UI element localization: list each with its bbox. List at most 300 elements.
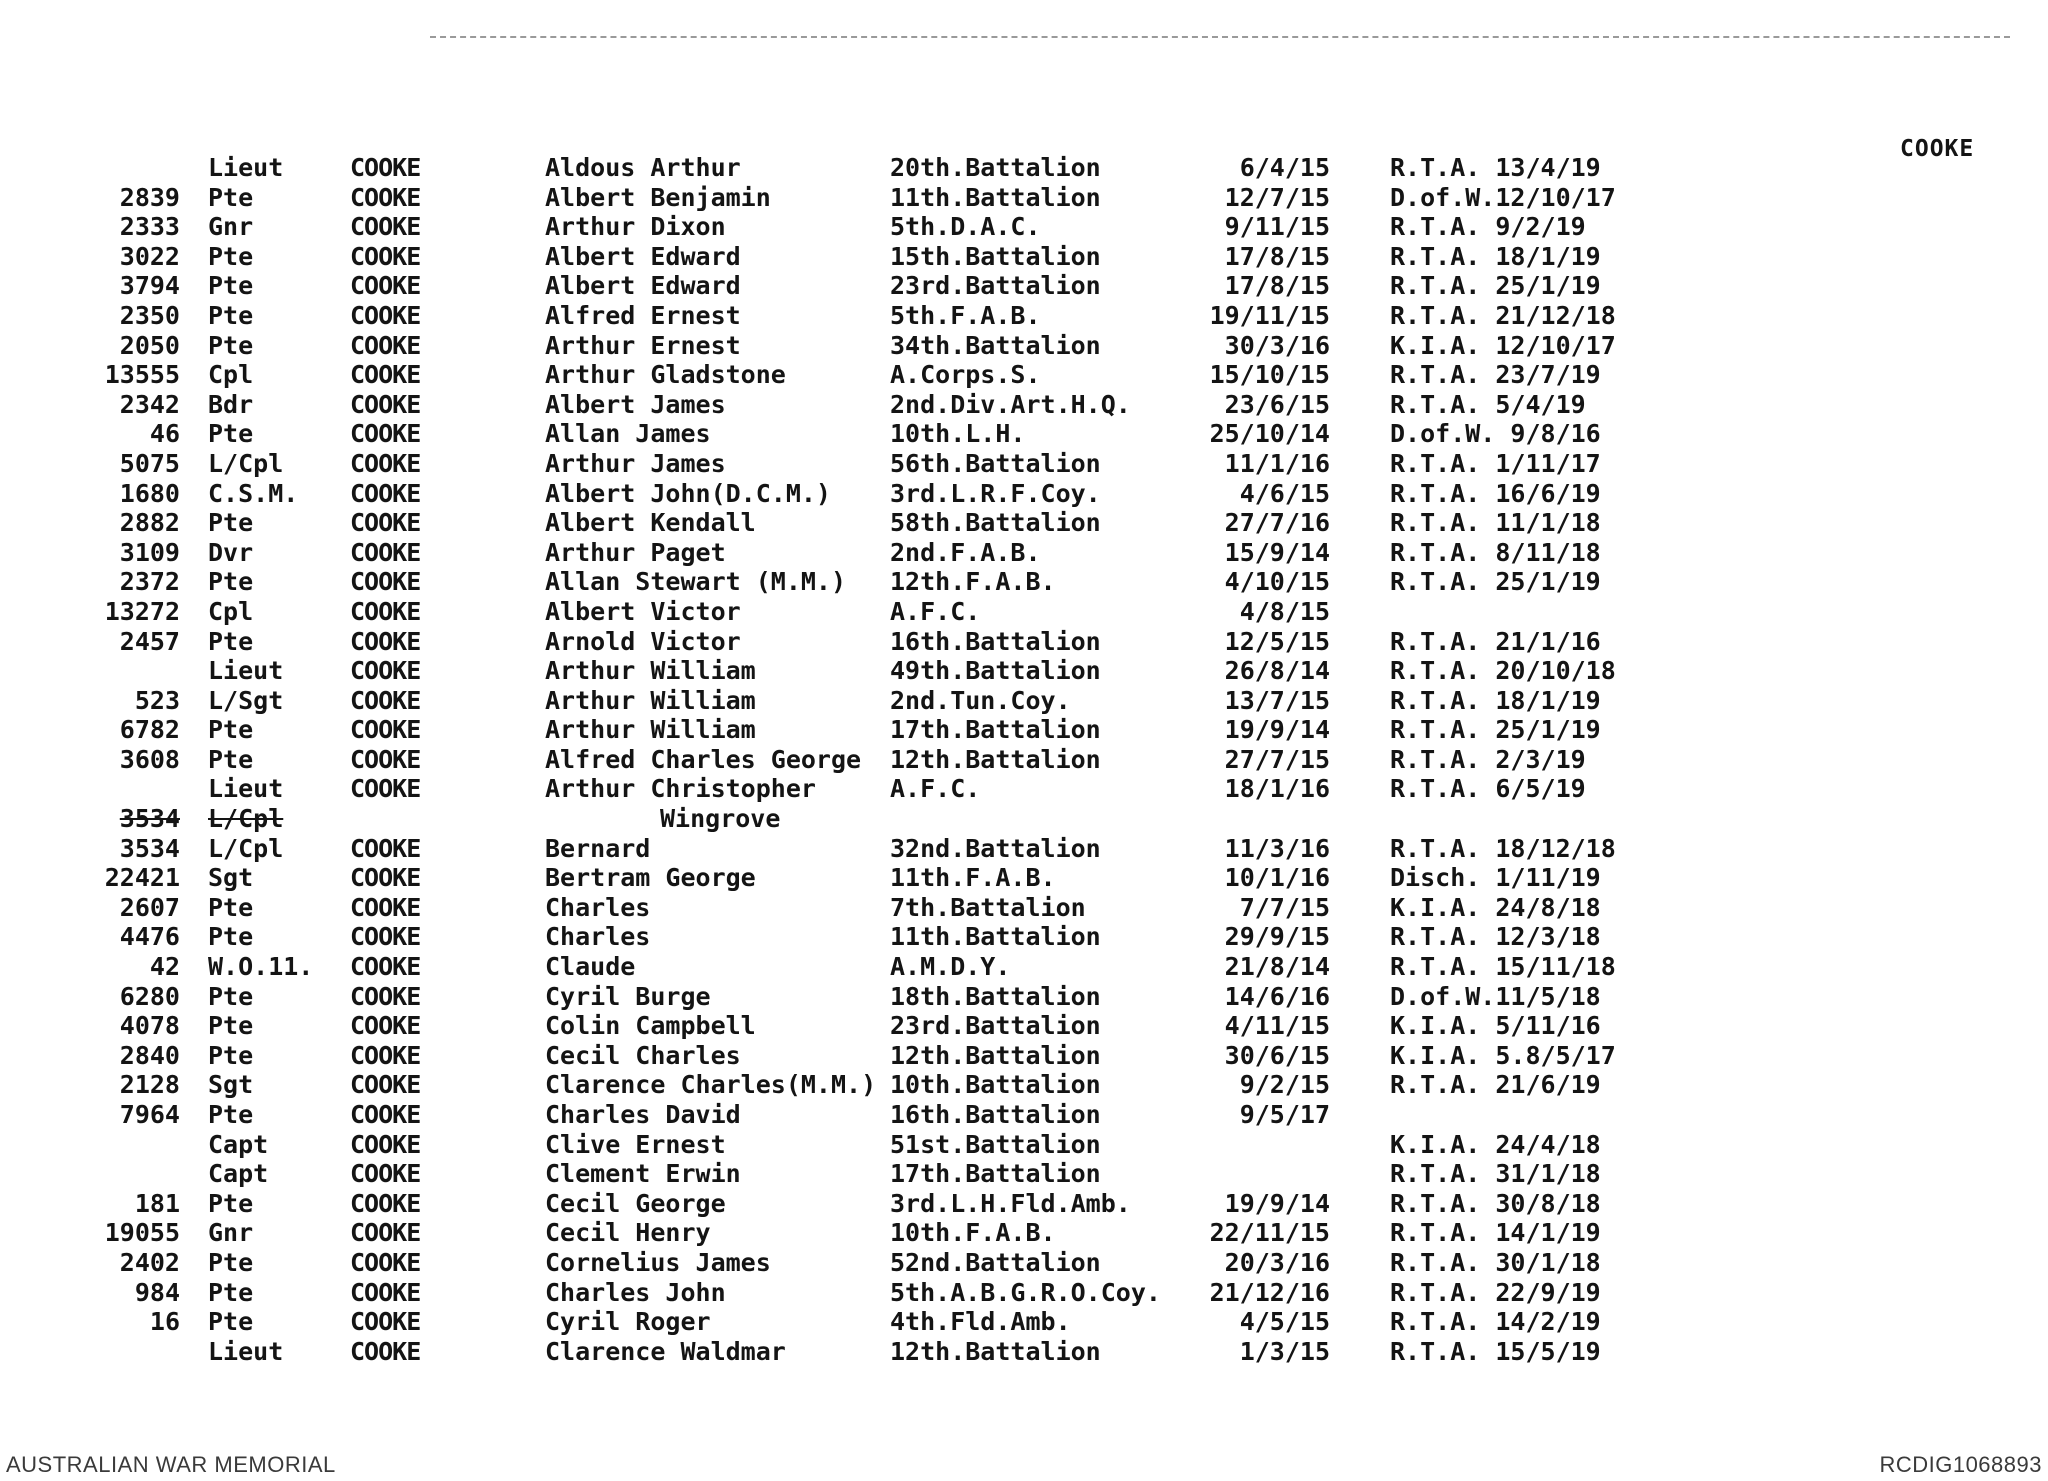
record-unit: 10th.F.A.B. xyxy=(890,1218,1056,1248)
record-service-number: 2402 xyxy=(119,1247,180,1277)
record-enlistment-date: 12/7/15 xyxy=(1224,182,1330,212)
record-fate: R.T.A. 18/1/19 xyxy=(1390,685,1601,715)
record-fate: K.I.A. 5/11/16 xyxy=(1390,1011,1601,1041)
record-rank: Pte xyxy=(208,744,254,774)
record-unit: 11th.F.A.B. xyxy=(890,863,1056,893)
record-service-number: 3109 xyxy=(119,537,180,567)
record-surname: COOKE xyxy=(350,1277,421,1307)
record-surname: COOKE xyxy=(350,241,421,271)
record-service-number: 523 xyxy=(134,685,180,715)
record-given-names: Clarence Charles(M.M.) xyxy=(545,1070,877,1100)
record-enlistment-date: 19/9/14 xyxy=(1224,715,1330,745)
record-given-names: Aldous Arthur xyxy=(545,153,741,182)
record-rank: Pte xyxy=(208,1247,254,1277)
record-enlistment-date: 18/1/16 xyxy=(1224,774,1330,804)
record-fate: R.T.A. 8/11/18 xyxy=(1390,537,1601,567)
record-fate: R.T.A. 11/1/18 xyxy=(1390,508,1601,538)
record-enlistment-date: 27/7/15 xyxy=(1224,744,1330,774)
record-enlistment-date: 11/3/16 xyxy=(1224,833,1330,863)
record-fate: R.T.A. 14/2/19 xyxy=(1390,1307,1601,1337)
record-fate: R.T.A. 31/1/18 xyxy=(1390,1159,1601,1189)
record-rank: W.O.11. xyxy=(208,952,314,982)
record-fate: R.T.A. 6/5/19 xyxy=(1390,774,1586,804)
record-surname: COOKE xyxy=(350,271,421,301)
record-row xyxy=(0,922,2048,952)
record-surname: COOKE xyxy=(350,1188,421,1218)
record-given-names: Wingrove xyxy=(660,804,781,834)
record-surname: COOKE xyxy=(350,685,421,715)
record-rank: Capt xyxy=(208,1129,269,1159)
record-row xyxy=(0,419,2048,449)
record-given-names: Albert John(D.C.M.) xyxy=(545,478,831,508)
record-service-number: 984 xyxy=(134,1277,180,1307)
record-unit: 56th.Battalion xyxy=(890,448,1101,478)
record-enlistment-date: 12/5/15 xyxy=(1224,626,1330,656)
record-service-number: 3534 xyxy=(119,833,180,863)
record-unit: 52nd.Battalion xyxy=(890,1247,1101,1277)
record-fate: R.T.A. 21/1/16 xyxy=(1390,626,1601,656)
record-fate: R.T.A. 25/1/19 xyxy=(1390,567,1601,597)
record-service-number: 2372 xyxy=(119,567,180,597)
record-given-names: Albert Edward xyxy=(545,241,741,271)
record-given-names: Albert Benjamin xyxy=(545,182,771,212)
record-row xyxy=(0,982,2048,1012)
record-service-number: 2350 xyxy=(119,300,180,330)
record-row xyxy=(0,1218,2048,1248)
record-surname: COOKE xyxy=(350,952,421,982)
record-rank: Pte xyxy=(208,1100,254,1129)
record-surname: COOKE xyxy=(350,863,421,893)
record-rank: Pte xyxy=(208,981,254,1011)
record-given-names: Bernard xyxy=(545,833,651,863)
record-row xyxy=(0,212,2048,242)
record-surname: COOKE xyxy=(350,715,421,745)
record-enlistment-date: 7/7/15 xyxy=(1239,892,1330,922)
record-service-number: 2839 xyxy=(119,182,180,212)
record-rank: Pte xyxy=(208,330,254,360)
record-fate: K.I.A. 24/8/18 xyxy=(1390,892,1601,922)
record-surname: COOKE xyxy=(350,212,421,242)
record-rank: Pte xyxy=(208,419,254,449)
record-row xyxy=(0,538,2048,568)
record-service-number: 6280 xyxy=(119,981,180,1011)
record-row xyxy=(0,508,2048,538)
record-unit: 17th.Battalion xyxy=(890,715,1101,745)
record-surname: COOKE xyxy=(350,300,421,330)
record-enlistment-date: 9/11/15 xyxy=(1224,212,1330,242)
record-row xyxy=(0,686,2048,716)
record-rank: Pte xyxy=(208,626,254,656)
record-surname: COOKE xyxy=(350,153,421,182)
record-service-number: 46 xyxy=(149,419,180,449)
record-fate: R.T.A. 2/3/19 xyxy=(1390,744,1586,774)
record-given-names: Alfred Ernest xyxy=(545,300,741,330)
record-surname: COOKE xyxy=(350,567,421,597)
record-rank: L/Cpl xyxy=(208,804,284,834)
top-dashed-rule xyxy=(430,36,2010,38)
record-service-number: 4078 xyxy=(119,1011,180,1041)
record-enlistment-date: 17/8/15 xyxy=(1224,271,1330,301)
record-fate: R.T.A. 9/2/19 xyxy=(1390,212,1586,242)
record-service-number: 13555 xyxy=(104,360,180,390)
record-surname: COOKE xyxy=(350,1040,421,1070)
record-rank: Pte xyxy=(208,1188,254,1218)
record-fate: K.I.A. 24/4/18 xyxy=(1390,1129,1601,1159)
record-unit: 4th.Fld.Amb. xyxy=(890,1307,1071,1337)
record-given-names: Charles xyxy=(545,892,651,922)
record-rank: L/Sgt xyxy=(208,685,284,715)
record-row xyxy=(0,567,2048,597)
record-given-names: Clive Ernest xyxy=(545,1129,726,1159)
record-surname: COOKE xyxy=(350,626,421,656)
record-row xyxy=(0,834,2048,864)
record-row xyxy=(0,804,2048,834)
record-rank: Pte xyxy=(208,1040,254,1070)
record-given-names: Cyril Roger xyxy=(545,1307,711,1337)
record-unit: 58th.Battalion xyxy=(890,508,1101,538)
record-rank: L/Cpl xyxy=(208,833,284,863)
record-rank: Gnr xyxy=(208,1218,254,1248)
record-surname: COOKE xyxy=(350,330,421,360)
record-fate: R.T.A. 30/8/18 xyxy=(1390,1188,1601,1218)
record-given-names: Allan Stewart (M.M.) xyxy=(545,567,847,597)
record-rank: Dvr xyxy=(208,537,254,567)
record-given-names: Clement Erwin xyxy=(545,1159,741,1189)
record-enlistment-date: 30/6/15 xyxy=(1224,1040,1330,1070)
record-service-number: 1680 xyxy=(119,478,180,508)
record-fate: R.T.A. 13/4/19 xyxy=(1390,153,1601,182)
record-row xyxy=(0,301,2048,331)
record-surname: COOKE xyxy=(350,892,421,922)
record-service-number: 3794 xyxy=(119,271,180,301)
record-fate: R.T.A. 18/12/18 xyxy=(1390,833,1616,863)
record-given-names: Charles xyxy=(545,922,651,952)
record-fate: R.T.A. 21/12/18 xyxy=(1390,300,1616,330)
record-enlistment-date: 23/6/15 xyxy=(1224,389,1330,419)
record-unit: 51st.Battalion xyxy=(890,1129,1101,1159)
record-rank: Pte xyxy=(208,715,254,745)
record-rank: Pte xyxy=(208,567,254,597)
record-service-number: 19055 xyxy=(104,1218,180,1248)
record-enlistment-date: 29/9/15 xyxy=(1224,922,1330,952)
record-enlistment-date: 6/4/15 xyxy=(1239,153,1330,182)
record-row xyxy=(0,183,2048,213)
record-row xyxy=(0,1248,2048,1278)
record-rank: Pte xyxy=(208,508,254,538)
footer-institution: AUSTRALIAN WAR MEMORIAL xyxy=(6,1452,336,1477)
record-row xyxy=(0,1041,2048,1071)
record-given-names: Albert Victor xyxy=(545,596,741,626)
record-enlistment-date: 9/5/17 xyxy=(1239,1100,1330,1129)
record-given-names: Clarence Waldmar xyxy=(545,1336,786,1366)
record-unit: 12th.Battalion xyxy=(890,1040,1101,1070)
record-unit: 23rd.Battalion xyxy=(890,1011,1101,1041)
record-given-names: Albert Kendall xyxy=(545,508,756,538)
record-unit: 5th.D.A.C. xyxy=(890,212,1041,242)
record-unit: 3rd.L.H.Fld.Amb. xyxy=(890,1188,1131,1218)
record-surname: COOKE xyxy=(350,922,421,952)
record-unit: 23rd.Battalion xyxy=(890,271,1101,301)
record-rank: Pte xyxy=(208,1011,254,1041)
record-enlistment-date: 4/10/15 xyxy=(1224,567,1330,597)
record-given-names: Arthur William xyxy=(545,656,756,686)
record-enlistment-date: 30/3/16 xyxy=(1224,330,1330,360)
record-unit: 12th.F.A.B. xyxy=(890,567,1056,597)
record-surname: COOKE xyxy=(350,833,421,863)
record-rank: Pte xyxy=(208,300,254,330)
record-surname: COOKE xyxy=(350,1011,421,1041)
record-given-names: Cornelius James xyxy=(545,1247,771,1277)
record-surname: COOKE xyxy=(350,1247,421,1277)
record-service-number: 2840 xyxy=(119,1040,180,1070)
record-unit: 16th.Battalion xyxy=(890,626,1101,656)
record-row xyxy=(0,597,2048,627)
record-enlistment-date: 20/3/16 xyxy=(1224,1247,1330,1277)
record-rank: Pte xyxy=(208,182,254,212)
record-rank: C.S.M. xyxy=(208,478,299,508)
record-unit: 2nd.Tun.Coy. xyxy=(890,685,1071,715)
record-unit: 11th.Battalion xyxy=(890,922,1101,952)
record-fate: R.T.A. 30/1/18 xyxy=(1390,1247,1601,1277)
record-surname: COOKE xyxy=(350,1159,421,1189)
record-given-names: Claude xyxy=(545,952,636,982)
record-fate: R.T.A. 25/1/19 xyxy=(1390,715,1601,745)
record-surname: COOKE xyxy=(350,182,421,212)
record-row xyxy=(0,627,2048,657)
record-fate: D.of.W. 9/8/16 xyxy=(1390,419,1601,449)
record-given-names: Charles David xyxy=(545,1100,741,1129)
record-given-names: Arthur Paget xyxy=(545,537,726,567)
record-surname: COOKE xyxy=(350,596,421,626)
record-service-number: 42 xyxy=(149,952,180,982)
record-unit: 20th.Battalion xyxy=(890,153,1101,182)
record-rank: Pte xyxy=(208,922,254,952)
record-given-names: Colin Campbell xyxy=(545,1011,756,1041)
record-surname: COOKE xyxy=(350,1070,421,1100)
record-enlistment-date: 22/11/15 xyxy=(1209,1218,1330,1248)
record-unit: 5th.A.B.G.R.O.Coy. xyxy=(890,1277,1161,1307)
record-surname: COOKE xyxy=(350,1336,421,1366)
record-row xyxy=(0,656,2048,686)
record-given-names: Cyril Burge xyxy=(545,981,711,1011)
record-rank: Bdr xyxy=(208,389,254,419)
record-fate: R.T.A. 14/1/19 xyxy=(1390,1218,1601,1248)
record-row xyxy=(0,271,2048,301)
record-service-number: 2607 xyxy=(119,892,180,922)
record-enlistment-date: 19/11/15 xyxy=(1209,300,1330,330)
record-rank: Pte xyxy=(208,1307,254,1337)
record-row xyxy=(0,893,2048,923)
record-surname: COOKE xyxy=(350,508,421,538)
record-fate: D.of.W.12/10/17 xyxy=(1390,182,1616,212)
record-given-names: Albert James xyxy=(545,389,726,419)
record-enlistment-date: 13/7/15 xyxy=(1224,685,1330,715)
record-rank: Cpl xyxy=(208,596,254,626)
record-fate: R.T.A. 22/9/19 xyxy=(1390,1277,1601,1307)
record-fate: R.T.A. 5/4/19 xyxy=(1390,389,1586,419)
record-surname: COOKE xyxy=(350,1218,421,1248)
record-unit: 34th.Battalion xyxy=(890,330,1101,360)
record-row xyxy=(0,1100,2048,1130)
record-fate: R.T.A. 25/1/19 xyxy=(1390,271,1601,301)
record-fate: K.I.A. 12/10/17 xyxy=(1390,330,1616,360)
record-enlistment-date: 15/9/14 xyxy=(1224,537,1330,567)
record-fate: R.T.A. 23/7/19 xyxy=(1390,360,1601,390)
record-enlistment-date: 17/8/15 xyxy=(1224,241,1330,271)
record-enlistment-date: 4/11/15 xyxy=(1224,1011,1330,1041)
record-surname: COOKE xyxy=(350,656,421,686)
record-unit: 2nd.Div.Art.H.Q. xyxy=(890,389,1131,419)
record-enlistment-date: 15/10/15 xyxy=(1209,360,1330,390)
record-surname: COOKE xyxy=(350,1307,421,1337)
record-service-number: 4476 xyxy=(119,922,180,952)
record-service-number: 22421 xyxy=(104,863,180,893)
record-enlistment-date: 4/5/15 xyxy=(1239,1307,1330,1337)
record-unit: 12th.Battalion xyxy=(890,1336,1101,1366)
record-unit: 12th.Battalion xyxy=(890,744,1101,774)
record-service-number: 2342 xyxy=(119,389,180,419)
record-given-names: Arthur Gladstone xyxy=(545,360,786,390)
record-rank: L/Cpl xyxy=(208,448,284,478)
record-row xyxy=(0,449,2048,479)
record-rank: Pte xyxy=(208,1277,254,1307)
record-given-names: Cecil George xyxy=(545,1188,726,1218)
record-service-number: 3022 xyxy=(119,241,180,271)
record-enlistment-date: 25/10/14 xyxy=(1209,419,1330,449)
record-given-names: Cecil Henry xyxy=(545,1218,711,1248)
record-row xyxy=(0,1189,2048,1219)
record-rank: Sgt xyxy=(208,1070,254,1100)
record-rank: Pte xyxy=(208,271,254,301)
record-given-names: Alfred Charles George xyxy=(545,744,862,774)
record-rank: Lieut xyxy=(208,656,284,686)
record-unit: 10th.L.H. xyxy=(890,419,1026,449)
record-row xyxy=(0,1278,2048,1308)
record-row xyxy=(0,390,2048,420)
record-surname: COOKE xyxy=(350,744,421,774)
record-service-number: 181 xyxy=(134,1188,180,1218)
record-enlistment-date: 4/8/15 xyxy=(1239,596,1330,626)
record-enlistment-date: 1/3/15 xyxy=(1239,1336,1330,1366)
record-service-number: 5075 xyxy=(119,448,180,478)
record-given-names: Arnold Victor xyxy=(545,626,741,656)
record-rank: Cpl xyxy=(208,360,254,390)
record-row xyxy=(0,863,2048,893)
record-rank: Pte xyxy=(208,892,254,922)
record-unit: 15th.Battalion xyxy=(890,241,1101,271)
record-unit: A.F.C. xyxy=(890,774,981,804)
record-unit: A.M.D.Y. xyxy=(890,952,1011,982)
record-rank: Lieut xyxy=(208,1336,284,1366)
record-service-number: 2882 xyxy=(119,508,180,538)
record-unit: A.Corps.S. xyxy=(890,360,1041,390)
record-row xyxy=(0,952,2048,982)
record-surname: COOKE xyxy=(350,478,421,508)
page-surname-header: COOKE xyxy=(1900,136,1975,162)
record-fate: R.T.A. 20/10/18 xyxy=(1390,656,1616,686)
record-row xyxy=(0,1337,2048,1367)
record-enlistment-date: 27/7/16 xyxy=(1224,508,1330,538)
record-row xyxy=(0,1070,2048,1100)
record-enlistment-date: 26/8/14 xyxy=(1224,656,1330,686)
record-service-number: 13272 xyxy=(104,596,180,626)
record-row xyxy=(0,242,2048,272)
record-surname: COOKE xyxy=(350,419,421,449)
record-enlistment-date: 10/1/16 xyxy=(1224,863,1330,893)
record-unit: 32nd.Battalion xyxy=(890,833,1101,863)
record-surname: COOKE xyxy=(350,774,421,804)
record-row xyxy=(0,360,2048,390)
record-unit: 5th.F.A.B. xyxy=(890,300,1041,330)
record-rank: Gnr xyxy=(208,212,254,242)
record-row xyxy=(0,1011,2048,1041)
record-enlistment-date: 11/1/16 xyxy=(1224,448,1330,478)
record-enlistment-date: 21/8/14 xyxy=(1224,952,1330,982)
record-enlistment-date: 14/6/16 xyxy=(1224,981,1330,1011)
record-service-number: 2128 xyxy=(119,1070,180,1100)
record-row xyxy=(0,774,2048,804)
record-rank: Lieut xyxy=(208,774,284,804)
record-fate: R.T.A. 1/11/17 xyxy=(1390,448,1601,478)
record-service-number: 2050 xyxy=(119,330,180,360)
record-surname: COOKE xyxy=(350,981,421,1011)
record-service-number: 16 xyxy=(149,1307,180,1337)
record-unit: A.F.C. xyxy=(890,596,981,626)
record-given-names: Charles John xyxy=(545,1277,726,1307)
record-rank: Sgt xyxy=(208,863,254,893)
record-given-names: Arthur William xyxy=(545,685,756,715)
record-rank: Lieut xyxy=(208,153,284,182)
record-surname: COOKE xyxy=(350,537,421,567)
record-service-number: 2457 xyxy=(119,626,180,656)
record-fate: R.T.A. 15/5/19 xyxy=(1390,1336,1601,1366)
record-enlistment-date: 9/2/15 xyxy=(1239,1070,1330,1100)
nominal-roll-list xyxy=(0,153,2048,1366)
record-unit: 18th.Battalion xyxy=(890,981,1101,1011)
record-given-names: Allan James xyxy=(545,419,711,449)
record-given-names: Arthur Ernest xyxy=(545,330,741,360)
record-row xyxy=(0,1159,2048,1189)
record-service-number: 2333 xyxy=(119,212,180,242)
record-fate: R.T.A. 12/3/18 xyxy=(1390,922,1601,952)
record-surname: COOKE xyxy=(350,389,421,419)
record-unit: 3rd.L.R.F.Coy. xyxy=(890,478,1101,508)
record-fate: R.T.A. 16/6/19 xyxy=(1390,478,1601,508)
record-given-names: Arthur William xyxy=(545,715,756,745)
record-given-names: Cecil Charles xyxy=(545,1040,741,1070)
record-unit: 11th.Battalion xyxy=(890,182,1101,212)
record-given-names: Arthur Dixon xyxy=(545,212,726,242)
record-unit: 16th.Battalion xyxy=(890,1100,1101,1129)
record-given-names: Albert Edward xyxy=(545,271,741,301)
footer-record-id: RCDIG1068893 xyxy=(1879,1452,2042,1477)
record-enlistment-date: 4/6/15 xyxy=(1239,478,1330,508)
record-row xyxy=(0,331,2048,361)
record-fate: K.I.A. 5.8/5/17 xyxy=(1390,1040,1616,1070)
record-row xyxy=(0,153,2048,183)
record-unit: 2nd.F.A.B. xyxy=(890,537,1041,567)
record-service-number: 3608 xyxy=(119,744,180,774)
record-service-number: 3534 xyxy=(119,804,180,834)
record-enlistment-date: 21/12/16 xyxy=(1209,1277,1330,1307)
record-given-names: Arthur James xyxy=(545,448,726,478)
record-surname: COOKE xyxy=(350,360,421,390)
record-row xyxy=(0,1130,2048,1160)
record-surname: COOKE xyxy=(350,448,421,478)
record-fate: R.T.A. 21/6/19 xyxy=(1390,1070,1601,1100)
record-fate: Disch. 1/11/19 xyxy=(1390,863,1601,893)
record-row xyxy=(0,745,2048,775)
